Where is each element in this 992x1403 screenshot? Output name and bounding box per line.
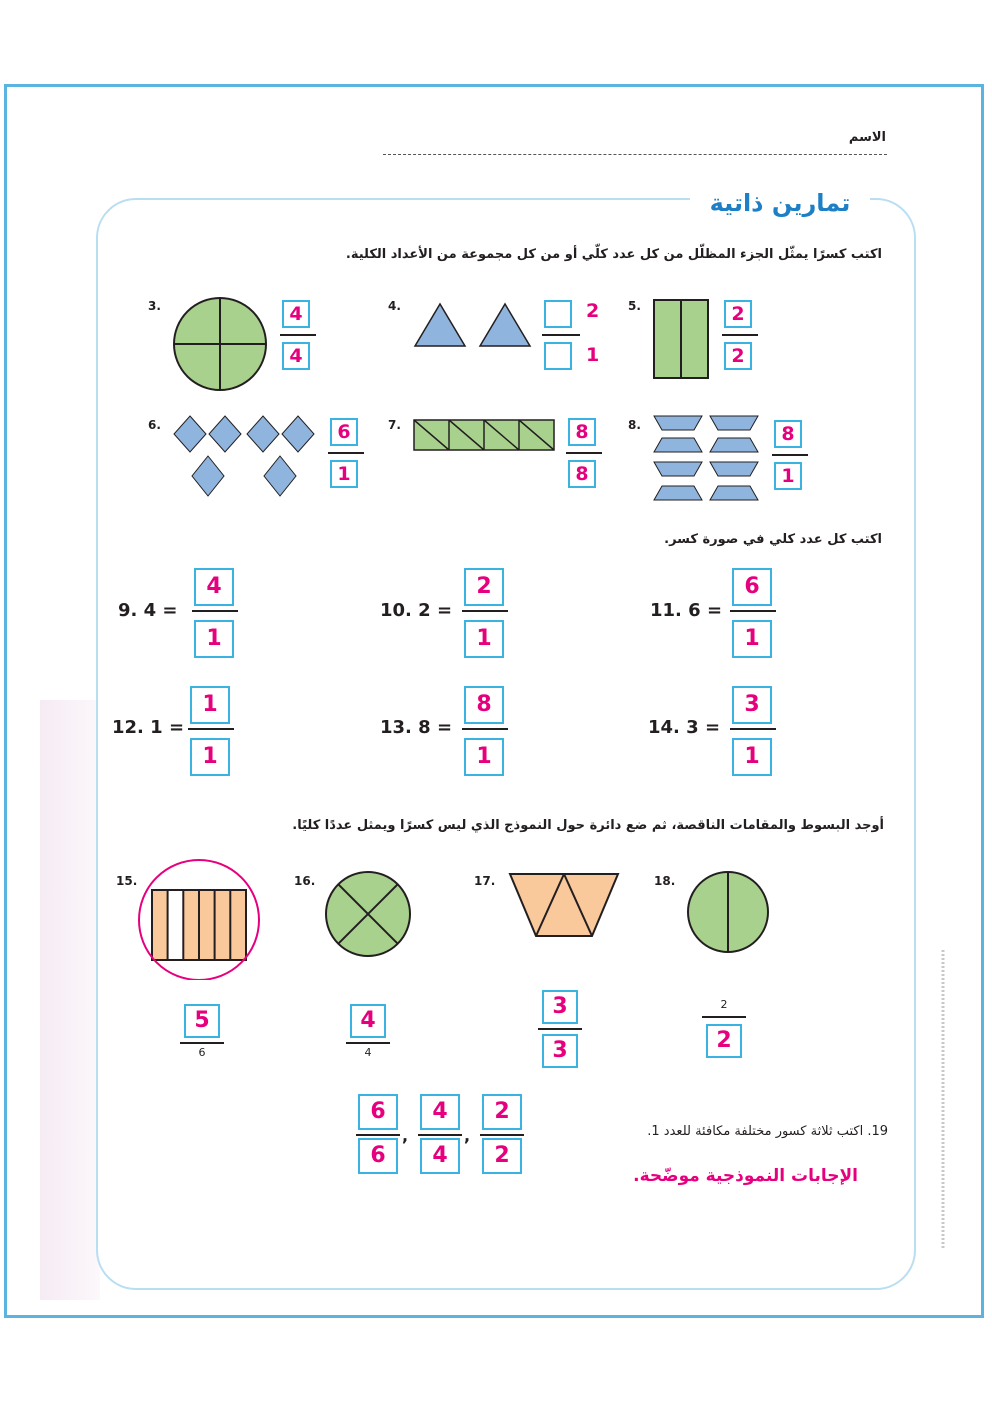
denominator-box[interactable]: 1 [330,460,358,488]
fraction-6 [328,418,368,496]
trapezoid-thirds-model [508,870,622,940]
fraction-5 [722,300,762,378]
denominator-box[interactable]: 6 [358,1138,398,1174]
fraction-12 [188,686,234,778]
denominator-box[interactable]: 1 [190,738,230,776]
separator: , [402,1126,409,1145]
separator: , [464,1126,471,1145]
page-title: تمارين ذاتية [709,189,851,217]
item-number: 5. [628,299,641,313]
circle-quarters-x-model [322,868,414,960]
numerator-box[interactable]: 5 [184,1004,220,1038]
fraction-14 [730,686,776,778]
numerator-box[interactable]: 4 [350,1004,386,1038]
fraction-15 [180,1004,224,1064]
fraction-17 [538,990,582,1070]
fraction-16 [346,1004,390,1064]
question-label: 12. 1 = [112,717,185,738]
fraction-4 [542,300,612,378]
triangles-model [412,300,536,350]
rectangle-halves-model [652,298,712,382]
title-box [690,183,870,223]
answer-fraction-1 [356,1094,400,1174]
question-19: 19. اكتب ثلاثة كسور مختلفة مكافئة للعدد 1. [647,1124,888,1139]
answer-fraction-3 [480,1094,524,1174]
question-label: 11. 6 = [650,600,723,621]
denominator-box[interactable]: 4 [420,1138,460,1174]
denominator-box[interactable]: 1 [732,738,772,776]
side-credit-strip [936,950,950,1250]
fraction-13 [462,686,508,778]
numerator-box[interactable]: 6 [732,568,772,606]
side-decoration [40,700,100,1300]
denominator-box[interactable]: 4 [282,342,310,370]
fraction-9 [192,568,238,660]
fraction-10 [462,568,508,660]
circled-rectangle-sixths-model [134,858,264,980]
question-label: 14. 3 = [648,717,721,738]
bar-eighths-model [412,418,558,454]
section2-instruction: اكتب كل عدد كلي في صورة كسر. [664,532,882,547]
denominator-box[interactable]: 8 [568,460,596,488]
numerator-box[interactable]: 4 [282,300,310,328]
numerator-box[interactable]: 4 [194,568,234,606]
denominator-box[interactable]: 2 [724,342,752,370]
name-label: الاسم [848,130,886,145]
numerator-box[interactable]: 1 [190,686,230,724]
question-label: 10. 2 = [380,600,453,621]
numerator-box[interactable]: 3 [542,990,578,1024]
denominator-box[interactable]: 2 [706,1024,742,1058]
numerator-box[interactable]: 8 [774,420,802,448]
name-input-line[interactable] [383,154,887,155]
fraction-11 [730,568,776,660]
rhombus-group-model [172,414,318,500]
denominator-box[interactable]: 1 [464,738,504,776]
denominator-answer: 1 [586,344,600,366]
denominator-box[interactable]: 1 [464,620,504,658]
question-label: 9. 4 = [118,600,178,621]
item-number: 4. [388,299,401,313]
item-number: 7. [388,418,401,432]
numerator-box[interactable]: 4 [420,1094,460,1130]
fraction-7 [566,418,606,496]
numerator-box[interactable]: 2 [724,300,752,328]
denominator-box[interactable]: 3 [542,1034,578,1068]
circle-quarters-model [170,296,270,392]
denominator-box[interactable] [544,342,572,370]
answer-fraction-2 [418,1094,462,1174]
item-number: 16. [294,874,316,888]
trapezoid-group-model [652,412,762,506]
denominator-box[interactable]: 2 [482,1138,522,1174]
item-number: 18. [654,874,676,888]
denominator-box[interactable]: 1 [194,620,234,658]
circle-halves-model [684,868,772,956]
denominator-box[interactable]: 1 [732,620,772,658]
fraction-18 [702,998,746,1060]
numerator-answer: 2 [586,300,600,322]
numerator-box[interactable]: 8 [568,418,596,446]
numerator-box[interactable] [544,300,572,328]
section3-instruction: أوجد البسوط والمقامات الناقصة، ثم ضع دائرة حول النموذج الذي ليس كسرًا ويمثل عددًا كليًا. [292,818,884,833]
denominator-text: 4 [364,1046,372,1059]
fraction-8 [772,420,812,498]
numerator-text: 2 [720,998,728,1011]
item-number: 8. [628,418,641,432]
numerator-box[interactable]: 2 [464,568,504,606]
item-number: 17. [474,874,496,888]
denominator-text: 6 [198,1046,206,1059]
numerator-box[interactable]: 8 [464,686,504,724]
item-number: 3. [148,299,161,313]
item-number: 6. [148,418,161,432]
fraction-3 [280,300,320,378]
question-label: 13. 8 = [380,717,453,738]
item-number: 15. [116,874,138,888]
numerator-box[interactable]: 6 [330,418,358,446]
numerator-box[interactable]: 2 [482,1094,522,1130]
numerator-box[interactable]: 3 [732,686,772,724]
denominator-box[interactable]: 1 [774,462,802,490]
numerator-box[interactable]: 6 [358,1094,398,1130]
answers-note: الإجابات النموذجية موضّحة. [633,1166,858,1186]
section1-instruction: اكتب كسرًا يمثّل الجزء المظلّل من كل عدد كلّي أو من كل مجموعة من الأعداد الكلية. [345,247,882,262]
